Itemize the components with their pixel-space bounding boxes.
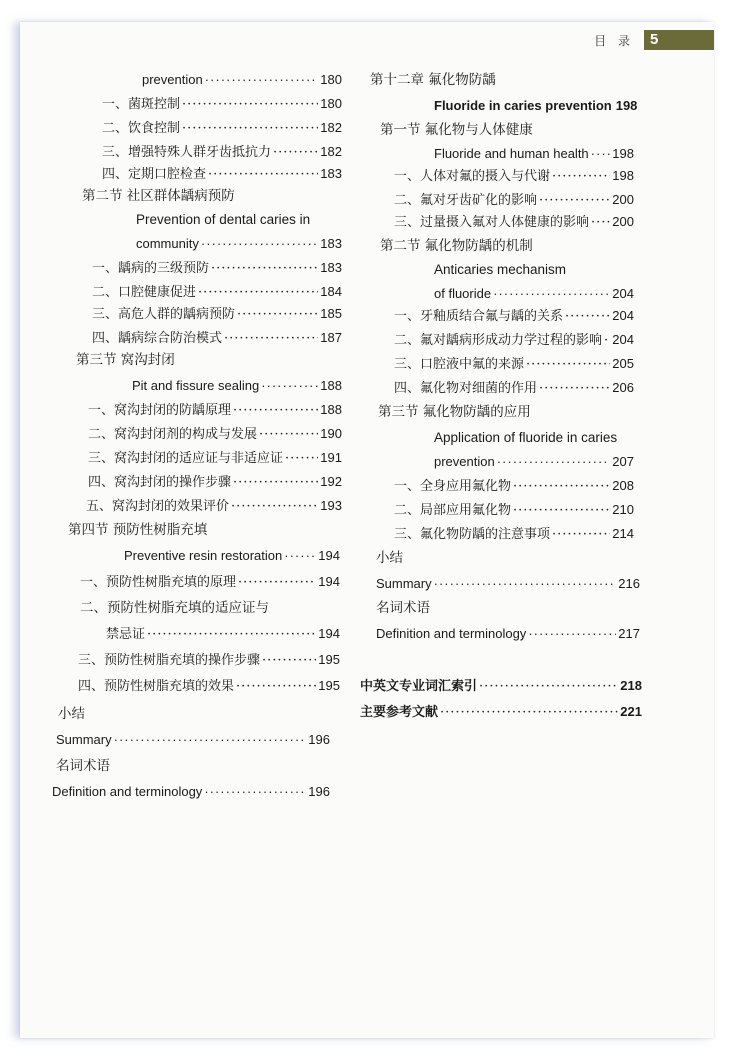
toc-entry[interactable]: 二、氟对牙齿矿化的影响 ····· 200 bbox=[394, 190, 634, 210]
toc-summary-heading[interactable]: 小结 bbox=[376, 550, 403, 566]
toc-terms-heading[interactable]: 名词术语 bbox=[56, 758, 110, 774]
toc-entry[interactable]: 二、局部应用氟化物 ····· 210 bbox=[394, 500, 634, 520]
toc-entry[interactable]: Summary ····· 196 bbox=[56, 730, 330, 750]
toc-entry[interactable]: Fluoride and human health ····· 198 bbox=[434, 144, 634, 164]
toc-section-heading[interactable]: 第四节 预防性树脂充填 bbox=[68, 522, 208, 538]
toc-section-subtitle: Application of fluoride in caries bbox=[434, 430, 618, 445]
toc-entry[interactable]: 二、口腔健康促进 ····· 184 bbox=[92, 282, 342, 302]
toc-section-heading[interactable]: 第一节 氟化物与人体健康 bbox=[380, 122, 533, 138]
toc-entry[interactable]: community ····· 183 bbox=[136, 234, 342, 254]
toc-entry[interactable]: 三、窝沟封闭的适应证与非适应证 ····· 191 bbox=[88, 448, 342, 468]
toc-section-subtitle: Anticaries mechanism bbox=[434, 262, 567, 277]
toc-entry[interactable]: prevention ····· 207 bbox=[434, 452, 634, 472]
toc-entry[interactable]: 一、菌斑控制 ····· 180 bbox=[102, 94, 342, 114]
toc-entry[interactable]: prevention ····· 180 bbox=[142, 70, 342, 90]
toc-entry[interactable]: 三、过量摄入氟对人体健康的影响 ····· 200 bbox=[394, 212, 634, 232]
toc-section-heading[interactable]: 第二节 社区群体龋病预防 bbox=[82, 188, 235, 204]
toc-entry[interactable]: Fluoride in caries prevention 198 bbox=[434, 98, 638, 113]
toc-entry-label[interactable]: 二、预防性树脂充填的适应证与 bbox=[80, 600, 269, 616]
toc-section-subtitle: Prevention of dental caries in bbox=[136, 212, 311, 227]
toc-entry[interactable]: 二、饮食控制 ····· 182 bbox=[102, 118, 342, 138]
toc-entry-index[interactable]: 中英文专业词汇索引 ····· 218 bbox=[360, 676, 642, 696]
toc-entry[interactable]: 一、牙釉质结合氟与龋的关系 ····· 204 bbox=[394, 306, 634, 326]
toc-entry[interactable]: Definition and terminology ····· 217 bbox=[376, 624, 640, 644]
toc-entry-references[interactable]: 主要参考文献 ····· 221 bbox=[360, 702, 642, 722]
toc-entry[interactable]: 四、氟化物对细菌的作用 ····· 206 bbox=[394, 378, 634, 398]
toc-entry[interactable]: 四、预防性树脂充填的效果 ····· 195 bbox=[78, 676, 340, 696]
toc-entry[interactable]: Summary ····· 216 bbox=[376, 574, 640, 594]
toc-entry[interactable]: 禁忌证 ····· 194 bbox=[106, 624, 340, 644]
header-page-number: 5 bbox=[644, 30, 714, 50]
toc-entry[interactable]: 四、龋病综合防治模式 ····· 187 bbox=[92, 328, 342, 348]
toc-entry[interactable]: 四、窝沟封闭的操作步骤 ····· 192 bbox=[88, 472, 342, 492]
toc-entry[interactable]: 一、窝沟封闭的防龋原理 ····· 188 bbox=[88, 400, 342, 420]
toc-entry[interactable]: 三、口腔液中氟的来源 ····· 205 bbox=[394, 354, 634, 374]
toc-entry[interactable]: Definition and terminology ····· 196 bbox=[52, 782, 330, 802]
toc-entry[interactable]: 二、氟对龋病形成动力学过程的影响 ····· 204 bbox=[394, 330, 634, 350]
toc-entry[interactable]: of fluoride ····· 204 bbox=[434, 284, 634, 304]
toc-entry[interactable]: 一、龋病的三级预防 ····· 183 bbox=[92, 258, 342, 278]
toc-entry[interactable]: Preventive resin restoration ····· 194 bbox=[124, 546, 340, 566]
toc-section-heading[interactable]: 第三节 窝沟封闭 bbox=[76, 352, 175, 368]
toc-terms-heading[interactable]: 名词术语 bbox=[376, 600, 430, 616]
toc-chapter-heading[interactable]: 第十二章 氟化物防龋 bbox=[370, 72, 496, 88]
toc-entry[interactable]: 一、全身应用氟化物 ····· 208 bbox=[394, 476, 634, 496]
running-header bbox=[594, 30, 714, 50]
toc-entry[interactable]: 五、窝沟封闭的效果评价 ····· 193 bbox=[86, 496, 342, 516]
toc-entry[interactable]: 一、预防性树脂充填的原理 ····· 194 bbox=[80, 572, 340, 592]
toc-entry[interactable]: 三、预防性树脂充填的操作步骤 ····· 195 bbox=[78, 650, 340, 670]
toc-entry[interactable]: 三、氟化物防龋的注意事项 ····· 214 bbox=[394, 524, 634, 544]
header-section-title: 目 录 bbox=[594, 33, 634, 48]
toc-summary-heading[interactable]: 小结 bbox=[58, 706, 85, 722]
toc-entry[interactable]: 三、高危人群的龋病预防 ····· 185 bbox=[92, 304, 342, 324]
toc-entry[interactable]: 四、定期口腔检查 ····· 183 bbox=[102, 164, 342, 184]
toc-entry[interactable]: 一、人体对氟的摄入与代谢 ····· 198 bbox=[394, 166, 634, 186]
toc-entry[interactable]: 二、窝沟封闭剂的构成与发展 ····· 190 bbox=[88, 424, 342, 444]
toc-entry[interactable]: Pit and fissure sealing ····· 188 bbox=[132, 376, 342, 396]
toc-entry[interactable]: 三、增强特殊人群牙齿抵抗力 ····· 182 bbox=[102, 142, 342, 162]
toc-section-heading[interactable]: 第二节 氟化物防龋的机制 bbox=[380, 238, 533, 254]
toc-section-heading[interactable]: 第三节 氟化物防龋的应用 bbox=[378, 404, 531, 420]
